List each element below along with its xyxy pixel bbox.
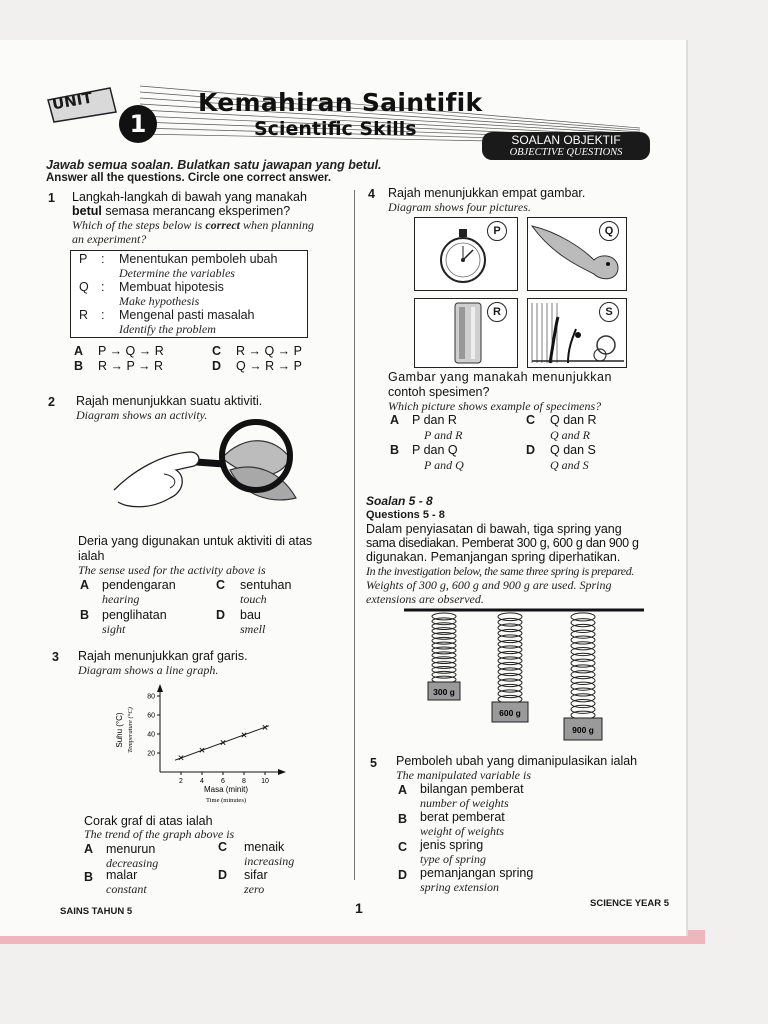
x-tick-label: 6 [221, 778, 225, 785]
q1-en-1c: when planning [239, 218, 314, 232]
q2-prompt-en: The sense used for the activity above is [78, 563, 266, 577]
q3-option-c-ms[interactable]: menaik [244, 840, 285, 854]
line-graph [110, 680, 300, 810]
column-divider [354, 190, 355, 880]
q3-option-d-letter[interactable]: D [218, 868, 228, 882]
q5-option-b-en: weight of weights [420, 824, 504, 838]
q5-option-d-ms[interactable]: pemanjangan spring [420, 866, 534, 880]
q3-option-d-ms[interactable]: sifar [244, 868, 268, 882]
q3-option-b-letter[interactable]: B [84, 870, 94, 884]
q5-option-d-letter[interactable]: D [398, 868, 408, 882]
graph-xlabel-ms: Masa (minit) [203, 785, 249, 794]
q2-option-d-ms[interactable]: bau [240, 608, 261, 622]
q5-number: 5 [370, 756, 377, 770]
q1-number: 1 [48, 191, 55, 205]
q5-8-intro-en-3: extensions are observed. [366, 592, 484, 606]
spring-icon [498, 613, 522, 703]
q3-option-b-en: constant [106, 882, 147, 896]
q5-text-en: The manipulated variable is [396, 768, 531, 782]
q3-text-en: Diagram shows a line graph. [78, 663, 219, 677]
q2-option-c-en: touch [240, 592, 267, 606]
label-r: R [487, 302, 507, 322]
y-tick-label: 20 [147, 750, 155, 758]
q2-text-en: Diagram shows an activity. [76, 408, 208, 422]
q3-option-a-letter[interactable]: A [84, 842, 94, 856]
title-malay: Kemahiran Saintifik [198, 88, 483, 117]
q3-option-d-en: zero [244, 882, 265, 896]
q1-step-en: Identify the problem [119, 322, 216, 336]
q2-prompt-ms-2: ialah [78, 549, 105, 563]
q4-option-b-letter[interactable]: B [390, 443, 400, 457]
hand-icon [114, 452, 199, 507]
q3-option-a-ms[interactable]: menurun [106, 842, 156, 856]
label-q: Q [599, 221, 619, 241]
q5-option-c-en: type of spring [420, 852, 486, 866]
q2-option-a-letter[interactable]: A [80, 578, 90, 592]
q5-option-d-en: spring extension [420, 880, 499, 894]
q4-option-b-ms[interactable]: P dan Q [412, 443, 458, 457]
q3-prompt-en: The trend of the graph above is [84, 827, 235, 841]
q1-step-sep: : [101, 280, 105, 294]
q3-number: 3 [52, 650, 59, 664]
x-axis-arrow-icon [278, 769, 286, 775]
q3-option-c-en: increasing [244, 854, 295, 868]
q1-step-en: Determine the variables [119, 266, 235, 280]
q2-option-a-ms[interactable]: pendengaran [102, 578, 176, 592]
q1-step-ms: Menentukan pemboleh ubah [119, 252, 278, 266]
label-p: P [487, 221, 507, 241]
q2-option-d-en: smell [240, 622, 266, 636]
spring-icon [571, 613, 595, 719]
q4-option-a-en: P and R [424, 428, 463, 442]
weight-label-300: 300 g [433, 687, 455, 697]
q4-text-en: Diagram shows four pictures. [388, 200, 531, 214]
q4-option-a-ms[interactable]: P dan R [412, 413, 457, 427]
q4-option-d-ms[interactable]: Q dan S [550, 443, 596, 457]
objective-questions-tag [482, 132, 650, 160]
q1-text-ms-2 [72, 204, 290, 218]
q4-option-d-letter[interactable]: D [526, 443, 536, 457]
q1-step-ms: Mengenal pasti masalah [119, 308, 255, 322]
q4-text-ms: Rajah menunjukkan empat gambar. [388, 186, 586, 200]
q4-option-d-en: Q and S [550, 458, 589, 472]
q5-8-heading-en: Questions 5 - 8 [366, 509, 445, 521]
y-tick-label: 60 [147, 712, 155, 720]
q1-step-en: Make hypothesis [119, 294, 200, 308]
q1-text-ms-1: Langkah-langkah di bawah yang manakah [72, 190, 307, 204]
q5-option-a-letter[interactable]: A [398, 783, 408, 797]
instruction-english: Answer all the questions. Circle one correct answer. [46, 172, 332, 184]
q1-text-ms-2b: semasa merancang eksperimen? [101, 204, 291, 218]
q4-option-c-en: Q and R [550, 428, 590, 442]
q2-option-c-ms[interactable]: sentuhan [240, 578, 292, 592]
q5-option-c-letter[interactable]: C [398, 840, 408, 854]
q2-option-d-letter[interactable]: D [216, 608, 226, 622]
q1-option-d-letter[interactable]: D [212, 359, 222, 373]
label-s: S [599, 302, 619, 322]
q5-option-b-letter[interactable]: B [398, 812, 408, 826]
q2-option-b-en: sight [102, 622, 126, 636]
magnifying-glass-leaf-picture [104, 418, 314, 520]
y-tick-label: 80 [147, 693, 155, 701]
springs-diagram [404, 604, 644, 744]
q3-option-a-en: decreasing [106, 856, 159, 870]
q3-option-b-ms[interactable]: malar [106, 868, 138, 882]
q1-step-sep: : [101, 252, 105, 266]
q1-option-c-letter[interactable]: C [212, 344, 222, 358]
q1-steps-box [70, 250, 308, 338]
q4-option-c-ms[interactable]: Q dan R [550, 413, 597, 427]
tag-english: OBJECTIVE QUESTIONS [509, 147, 623, 158]
q1-step-key: R [79, 308, 89, 322]
weight-label-900: 900 g [572, 725, 594, 735]
q2-prompt-ms-1: Deria yang digunakan untuk aktiviti di atas [78, 534, 313, 548]
graph-point [242, 733, 246, 737]
graph-xlabel-en: Time (minutes) [205, 797, 247, 804]
q3-text-ms: Rajah menunjukkan graf garis. [78, 649, 248, 663]
q1-option-b-text[interactable]: R → P → R [98, 359, 164, 373]
q2-option-a-en: hearing [102, 592, 140, 606]
unit-number: 1 [129, 110, 147, 138]
q5-option-c-ms[interactable]: jenis spring [420, 838, 484, 852]
q5-8-intro-ms-2: sama disediakan. Pemberat 300 g, 600 g dan 900 g [366, 536, 639, 550]
q1-text-en-1 [72, 218, 314, 233]
q5-8-intro-en-2: Weights of 300 g, 600 g and 900 g are used. Spring [366, 578, 612, 592]
q5-option-b-ms[interactable]: berat pemberat [420, 810, 505, 824]
x-tick-label: 8 [242, 778, 246, 785]
weight-label-600: 600 g [499, 708, 521, 718]
q1-step-key: Q [79, 280, 89, 294]
q4-option-b-en: P and Q [424, 458, 464, 472]
page-number: 1 [355, 900, 363, 916]
spring-icon [432, 613, 456, 683]
title-english: Scientific Skills [254, 118, 417, 140]
q2-text-ms: Rajah menunjukkan suatu aktiviti. [76, 394, 263, 408]
q4-prompt-ms-2: contoh spesimen? [388, 385, 490, 399]
q4-option-a-letter[interactable]: A [390, 413, 400, 427]
q5-text-ms: Pemboleh ubah yang dimanipulasikan ialah [396, 754, 638, 768]
q5-8-intro-ms-3: digunakan. Pemanjangan spring diperhatikan. [366, 550, 621, 564]
q5-8-heading-ms: Soalan 5 - 8 [366, 494, 433, 508]
q2-option-c-letter[interactable]: C [216, 578, 226, 592]
q1-option-a-text[interactable]: P → Q → R [98, 344, 164, 358]
q1-step-key: P [79, 252, 88, 266]
q5-8-intro-en-1: In the investigation below, the same three spring is prepared. [366, 564, 634, 578]
q2-number: 2 [48, 395, 55, 409]
graph-point [221, 740, 225, 744]
q5-option-a-en: number of weights [420, 796, 509, 810]
instruction-malay: Jawab semua soalan. Bulatkan satu jawapan yang betul. [46, 158, 382, 172]
q1-option-d-text[interactable]: Q → R → P [236, 359, 302, 373]
q4-prompt-en: Which picture shows example of specimens? [388, 399, 602, 413]
x-tick-label: 4 [200, 778, 204, 785]
tag-malay: SOALAN OBJEKTIF [511, 133, 621, 147]
q4-option-c-letter[interactable]: C [526, 413, 536, 427]
q1-step-ms: Membuat hipotesis [119, 280, 224, 294]
q2-option-b-ms[interactable]: penglihatan [102, 608, 167, 622]
y-tick-label: 40 [147, 731, 155, 739]
x-tick-label: 10 [261, 778, 269, 785]
q1-option-b-letter[interactable]: B [74, 359, 84, 373]
q1-en-1a: Which of the steps below is [72, 218, 206, 232]
footer-right: SCIENCE YEAR 5 [590, 898, 670, 909]
q1-option-c-text[interactable]: R → Q → P [236, 344, 302, 358]
q5-option-a-ms[interactable]: bilangan pemberat [420, 782, 524, 796]
q4-prompt-ms-1: Gambar yang manakah menunjukkan [388, 370, 612, 384]
q1-step-sep: : [101, 308, 105, 322]
q1-text-en-2: an experiment? [72, 232, 147, 246]
y-axis-arrow-icon [157, 684, 163, 692]
unit-label: UNIT [50, 88, 94, 114]
q2-option-b-letter[interactable]: B [80, 608, 90, 622]
q3-prompt-ms: Corak graf di atas ialah [84, 814, 213, 828]
q1-bold-betul: betul [72, 204, 102, 218]
q3-option-c-letter[interactable]: C [218, 840, 228, 854]
footer-left: SAINS TAHUN 5 [60, 906, 133, 917]
graph-ylabel-en: Temperature (°C) [127, 707, 134, 753]
q4-number: 4 [368, 187, 375, 201]
q1-en-bold-correct: correct [205, 218, 240, 232]
q1-option-a-letter[interactable]: A [74, 344, 84, 358]
graph-ylabel-ms: Suhu (°C) [115, 712, 124, 748]
q5-8-intro-ms-1: Dalam penyiasatan di bawah, tiga spring yang [366, 522, 622, 536]
x-tick-label: 2 [179, 778, 183, 785]
